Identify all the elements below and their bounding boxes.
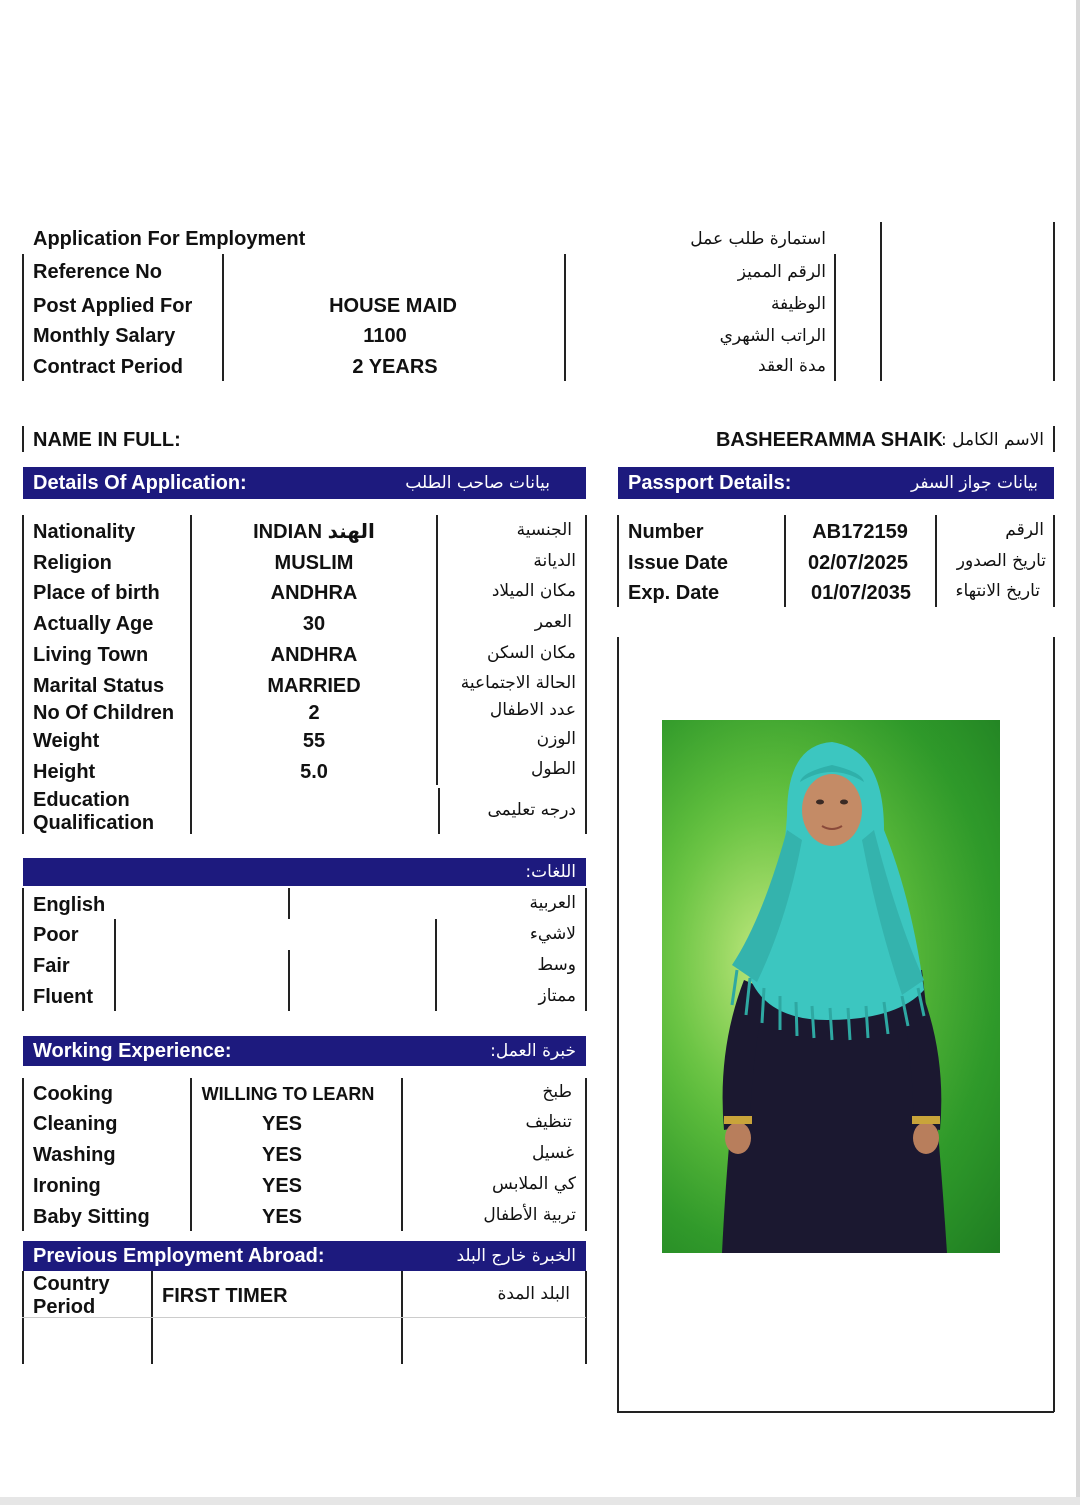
marital-status-label: Marital Status <box>33 675 165 697</box>
divider <box>435 919 437 1011</box>
details-section-title-ar: بيانات صاحب الطلب <box>405 473 550 493</box>
previous-section-bar <box>23 1241 586 1271</box>
divider <box>564 254 566 381</box>
divider <box>880 222 882 381</box>
nationality-label-ar: الجنسية <box>516 520 572 540</box>
baby-sitting-label: Baby Sitting <box>33 1206 150 1228</box>
children-label-ar: عدد الاطفال <box>489 700 576 720</box>
applicant-photo <box>662 720 1000 1253</box>
full-name-value: BASHEERAMMA SHAIK <box>715 429 943 451</box>
name-label: NAME IN FULL: <box>33 429 181 451</box>
cleaning-label: Cleaning <box>33 1113 118 1135</box>
post-applied-label-ar: الوظيفة <box>770 294 826 314</box>
divider <box>438 788 440 834</box>
weight-label: Weight <box>33 730 100 752</box>
divider <box>190 1078 192 1231</box>
divider <box>1053 515 1055 607</box>
divider <box>22 1078 24 1231</box>
details-section-title: Details Of Application: <box>33 472 247 494</box>
education-label-line1: Education <box>33 789 130 811</box>
passport-section-bar <box>618 467 1054 499</box>
contract-period-value: 2 YEARS <box>352 356 438 378</box>
age-label: Actually Age <box>33 613 154 635</box>
passport-number-label: Number <box>628 521 704 543</box>
divider <box>436 515 438 785</box>
passport-section-title-ar: بيانات جواز السفر <box>910 473 1038 493</box>
marital-status-label-ar: الحالة الاجتماعية <box>460 673 576 693</box>
previous-employment-value: FIRST TIMER <box>162 1285 288 1307</box>
photo-frame-bottom <box>617 1411 1054 1413</box>
divider <box>784 515 786 607</box>
form-title-ar: استمارة طلب عمل <box>690 229 826 249</box>
divider <box>585 888 587 1011</box>
level-fair-label-ar: وسط <box>537 955 576 975</box>
photo-frame-left <box>617 637 619 1412</box>
exp-date-value: 01/07/2035 <box>810 582 912 604</box>
language-english-label: English <box>33 894 106 916</box>
place-of-birth-value: ANDHRA <box>270 582 358 604</box>
experience-section-title-ar: خبرة العمل: <box>490 1041 576 1061</box>
age-label-ar: العمر <box>534 612 572 632</box>
baby-sitting-value: YES <box>261 1206 303 1228</box>
level-fluent-label-ar: ممتاز <box>538 986 576 1006</box>
country-label: Country <box>33 1273 110 1295</box>
level-poor-label: Poor <box>33 924 79 946</box>
level-fluent-label: Fluent <box>33 986 93 1008</box>
reference-no-label: Reference No <box>33 261 162 283</box>
nationality-label: Nationality <box>33 521 136 543</box>
photo-frame-right <box>1053 637 1055 1412</box>
divider <box>1053 222 1055 381</box>
level-fair-label: Fair <box>33 955 70 977</box>
previous-section-title-ar: الخبرة خارج البلد <box>456 1246 576 1266</box>
divider <box>935 515 937 607</box>
contract-period-label-ar: مدة العقد <box>758 356 826 376</box>
details-section-bar <box>23 467 586 499</box>
applicant-photo-icon <box>662 720 1000 1253</box>
weight-value: 55 <box>302 730 326 752</box>
issue-date-value: 02/07/2025 <box>807 552 909 574</box>
cleaning-value: YES <box>261 1113 303 1135</box>
religion-label: Religion <box>33 552 112 574</box>
divider <box>22 1317 586 1318</box>
height-value: 5.0 <box>300 761 328 783</box>
passport-number-value: AB172159 <box>812 521 908 543</box>
religion-value: MUSLIM <box>274 552 354 574</box>
period-label: Period <box>33 1296 96 1318</box>
divider <box>288 981 290 1011</box>
post-applied-value: HOUSE MAID <box>329 295 457 317</box>
divider <box>288 950 290 981</box>
form-title: Application For Employment <box>33 228 306 250</box>
post-applied-label: Post Applied For <box>33 295 193 317</box>
age-value: 30 <box>302 613 326 635</box>
previous-section-title: Previous Employment Abroad: <box>33 1245 325 1267</box>
children-value: 2 <box>308 702 320 724</box>
living-town-label-ar: مكان السكن <box>487 643 576 663</box>
passport-number-label-ar: الرقم <box>1005 520 1044 540</box>
country-period-label-ar: البلد المدة <box>497 1284 570 1304</box>
divider <box>22 888 24 1011</box>
nationality-value: INDIAN الهند <box>253 521 375 543</box>
monthly-salary-label-ar: الراتب الشهري <box>719 326 826 346</box>
children-label: No Of Children <box>33 702 175 724</box>
divider <box>585 515 587 834</box>
living-town-label: Living Town <box>33 644 149 666</box>
cooking-value: WILLING TO LEARN <box>201 1084 375 1104</box>
divider <box>401 1078 403 1231</box>
ironing-label: Ironing <box>33 1175 101 1197</box>
cooking-label-ar: طبخ <box>542 1082 572 1102</box>
monthly-salary-value: 1100 <box>363 325 407 347</box>
issue-date-label-ar: تاريخ الصدور <box>956 551 1046 571</box>
level-poor-label-ar: لاشيء <box>529 924 576 944</box>
exp-date-label: Exp. Date <box>628 582 720 604</box>
experience-section-title: Working Experience: <box>33 1040 232 1062</box>
divider <box>190 515 192 834</box>
washing-value: YES <box>261 1144 303 1166</box>
divider <box>585 1078 587 1231</box>
education-label-line2: Qualification <box>33 812 155 834</box>
exp-date-label-ar: تاريخ الانتهاء <box>955 581 1040 601</box>
contract-period-label: Contract Period <box>33 356 184 378</box>
ironing-label-ar: كي الملابس <box>492 1174 576 1194</box>
cooking-label: Cooking <box>33 1083 113 1105</box>
reference-no-label-ar: الرقم المميز <box>737 262 826 282</box>
cleaning-label-ar: تنظيف <box>525 1112 572 1132</box>
languages-section-bar <box>23 858 586 886</box>
education-label-ar: درجه تعليمى <box>487 800 576 820</box>
page-edge <box>0 1497 1080 1505</box>
page-edge <box>1076 0 1080 1505</box>
divider <box>22 515 24 834</box>
name-label-ar: الاسم الكامل : <box>941 430 1044 450</box>
passport-section-title: Passport Details: <box>628 472 792 494</box>
divider <box>288 888 290 919</box>
language-arabic-label: العربية <box>529 893 576 913</box>
divider <box>22 254 24 381</box>
divider <box>1053 426 1055 452</box>
weight-label-ar: الوزن <box>536 729 576 749</box>
languages-section-title-ar: اللغات: <box>525 862 576 882</box>
washing-label-ar: غسيل <box>531 1143 574 1163</box>
ironing-value: YES <box>261 1175 303 1197</box>
divider <box>114 919 116 1011</box>
divider <box>22 426 24 452</box>
divider <box>222 254 224 381</box>
place-of-birth-label: Place of birth <box>33 582 160 604</box>
baby-sitting-label-ar: تربية الأطفال <box>483 1205 576 1225</box>
height-label-ar: الطول <box>531 759 576 779</box>
religion-label-ar: الديانة <box>533 551 576 571</box>
divider <box>834 254 836 381</box>
place-of-birth-label-ar: مكان الميلاد <box>491 581 576 601</box>
marital-status-value: MARRIED <box>267 675 361 697</box>
issue-date-label: Issue Date <box>628 552 729 574</box>
monthly-salary-label: Monthly Salary <box>33 325 176 347</box>
experience-section-bar <box>23 1036 586 1066</box>
living-town-value: ANDHRA <box>270 644 358 666</box>
washing-label: Washing <box>33 1144 116 1166</box>
height-label: Height <box>33 761 96 783</box>
divider <box>617 515 619 607</box>
